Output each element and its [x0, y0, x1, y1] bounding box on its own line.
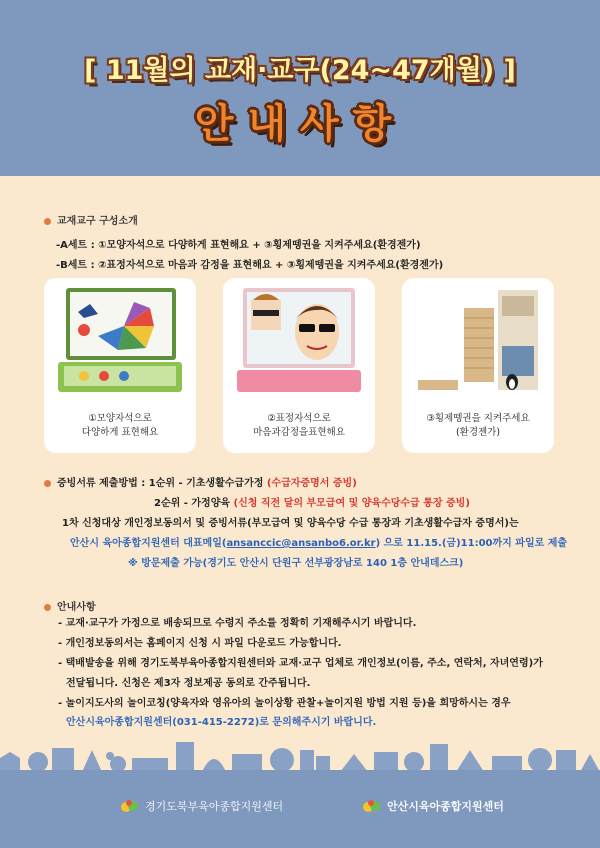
- logo-ansan: 안산시육아종합지원센터: [362, 798, 504, 814]
- product-card-jenga: [402, 278, 554, 453]
- notice-item-4b: 안산시육아종합지원센터(031-415-2272)로 문의해주시기 바랍니다.: [66, 717, 377, 728]
- notice-item-2: - 개인정보동의서는 홈페이지 신청 시 파일 다운로드 가능합니다.: [58, 638, 342, 649]
- face-magnet-board-image: [233, 286, 365, 396]
- page-title: 안내사항: [194, 101, 406, 147]
- center-logo-icon: [120, 799, 140, 813]
- email-link[interactable]: ansanccic@ansanbo6.or.kr: [226, 538, 376, 549]
- bullet-icon: [44, 604, 51, 611]
- shape-magnet-board-image: [54, 286, 186, 396]
- set-b-text: -B세트 : ②표정자석으로 마음과 감정을 표현해요 + ③횡제뗑권을 지켜주세요(환경젠가): [56, 260, 444, 271]
- eco-jenga-image: [412, 286, 544, 396]
- card-caption: ③횡제뗑권을 지켜주세요 (환경젠가): [426, 413, 530, 438]
- documents-line-3: 1차 신청대상 개인정보동의서 및 증빙서류(부모급여 및 양육수당 수급 통장과 기초생활수급자 증명서)는: [62, 518, 519, 529]
- set-a-text: -A세트 : ①모양자석으로 다양하게 표현해요 + ③횡제뗑권을 지켜주세요(환경젠가): [56, 240, 421, 251]
- center-logo-icon: [362, 799, 382, 813]
- notice-item-3b: 전달됩니다. 신청은 제3자 정보제공 동의로 간주됩니다.: [66, 678, 311, 689]
- card-caption: ②표정자석으로 마음과감정을표현해요: [253, 413, 345, 438]
- documents-line-1: 증빙서류 제출방법 : 1순위 - 기초생활수급가정 (수급자증명서 증빙): [44, 474, 357, 489]
- page-subtitle: [ 11월의 교재·교구(24~47개월) ]: [84, 55, 516, 86]
- footer-bar: [0, 770, 600, 848]
- product-card-shape-magnets: [44, 278, 196, 453]
- notice-heading: 안내사항: [44, 598, 96, 613]
- documents-line-4: 안산시 육아종합지원센터 대표메일(ansanccic@ansanbo6.or.kr) 으로 11.15.(금)11:00까지 파일로 제출: [70, 538, 568, 549]
- bullet-icon: [44, 218, 51, 225]
- documents-line-2: 2순위 - 가정양육 (신청 직전 달의 부모급여 및 양육수당수급 통장 증빙): [154, 498, 470, 509]
- toy-silhouettes-decoration: [0, 730, 600, 772]
- header-banner: [0, 0, 600, 176]
- notice-item-3: - 택배발송을 위해 경기도북부육아종합지원센터와 교재·교구 업체로 개인정보(이름, 주소, 연락처, 자녀연령)가: [58, 658, 543, 669]
- notice-item-1: - 교재·교구가 가정으로 배송되므로 수령지 주소를 정확히 기재해주시기 바랍니다.: [58, 618, 417, 629]
- card-caption: ①모양자석으로 다양하게 표현해요: [81, 413, 159, 438]
- notice-item-4: - 놀이지도사의 놀이코칭(양육자와 영유아의 놀이상황 관찰+놀이지원 방법 지원 등)을 희망하시는 경우: [58, 698, 511, 709]
- composition-heading: 교재교구 구성소개: [44, 212, 138, 227]
- product-card-face-magnets: [223, 278, 375, 453]
- bullet-icon: [44, 480, 51, 487]
- logo-gyeonggi-north: 경기도북부육아종합지원센터: [120, 798, 283, 814]
- documents-line-5: ※ 방문제출 가능(경기도 안산시 단원구 선부광장남로 140 1층 안내데스크): [128, 558, 464, 569]
